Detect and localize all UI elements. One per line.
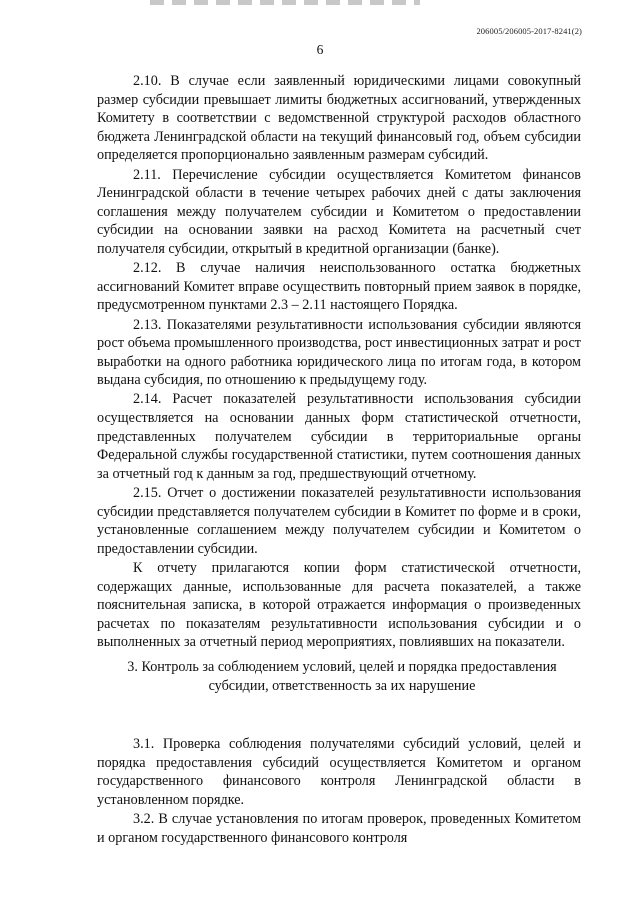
main-text [97, 72, 581, 652]
paragraph-2-12: 2.12. В случае наличия неиспользованного остатка бюджетных ассигнований Комитет вправе осуществить повторный прием заявок в порядке, предусмотренном пунктами 2.3 – 2.11 настоящего Порядка. [97, 260, 581, 314]
top-edge-scan-artifact [150, 0, 420, 5]
paragraph-2-15: 2.15. Отчет о достижении показателей результативности использования субсидии представляется получателем субсидии в Комитет по форме и в сроки, установленные соглашением между получателем субсидии и Комитетом о предоставлении субсидии. [97, 485, 581, 557]
paragraph-2-10: 2.10. В случае если заявленный юридическими лицами совокупный размер субсидии превышает лимиты бюджетных ассигнований, утвержденных Комитету в соответствии с ведомственной структурой расходов областного бюджета Ленинградской области на текущий финансовый год, объем субсидии определяется пропорционально заявленным размерам субсидий. [97, 73, 581, 164]
section-3-heading-line-1: 3. Контроль за соблюдением условий, целей и порядка предоставления [127, 659, 557, 675]
paragraph-report-attachments: К отчету прилагаются копии форм статистической отчетности, содержащих данные, использованные для расчета показателей, а также пояснительная записка, в которой отражается информация о произведенных расчетах по показателям результативности использования субсидии и о выполненных за отчетный период мероприятиях, повлиявших на показатели. [97, 560, 581, 651]
section-3-text [97, 735, 581, 847]
section-3-heading [100, 658, 584, 696]
paragraph-2-14: 2.14. Расчет показателей результативности использования субсидии осуществляется на основании данных форм статистической отчетности, представленных получателем субсидии в территориальные органы Федеральной службы государственной статистики, путем соотношения данных за отчетный год к данным за год, предшествующий отчетному. [97, 391, 581, 482]
paragraph-3-2: 3.2. В случае установления по итогам проверок, проведенных Комитетом и органом государственного финансового контроля [97, 810, 581, 846]
paragraph-2-13: 2.13. Показателями результативности использования субсидии являются рост объема промышленного производства, рост инвестиционных затрат и рост выработки на одного работника юридического лица по итогам года, в котором выдана субсидия, по отношению к предыдущему году. [97, 316, 581, 389]
paragraph-2-11: 2.11. Перечисление субсидии осуществляется Комитетом финансов Ленинградской области в течение четырех рабочих дней с даты заключения соглашения между получателем субсидии и Комитетом о предоставлении субсидии на основании заявки на расход Комитета на расчетный счет получателя субсидии, открытый в кредитной организации (банке). [97, 166, 581, 257]
section-3-heading-line-2: субсидии, ответственность за их нарушение [208, 678, 476, 694]
paragraph-3-1: 3.1. Проверка соблюдения получателями субсидий условий, целей и порядка предоставления субсидий осуществляется Комитетом и органом государственного финансового контроля Ленинградской области в установленном порядке. [97, 736, 581, 808]
page-number: 6 [316, 42, 324, 57]
document-id: 206005/206005-2017-8241(2) [476, 26, 582, 36]
